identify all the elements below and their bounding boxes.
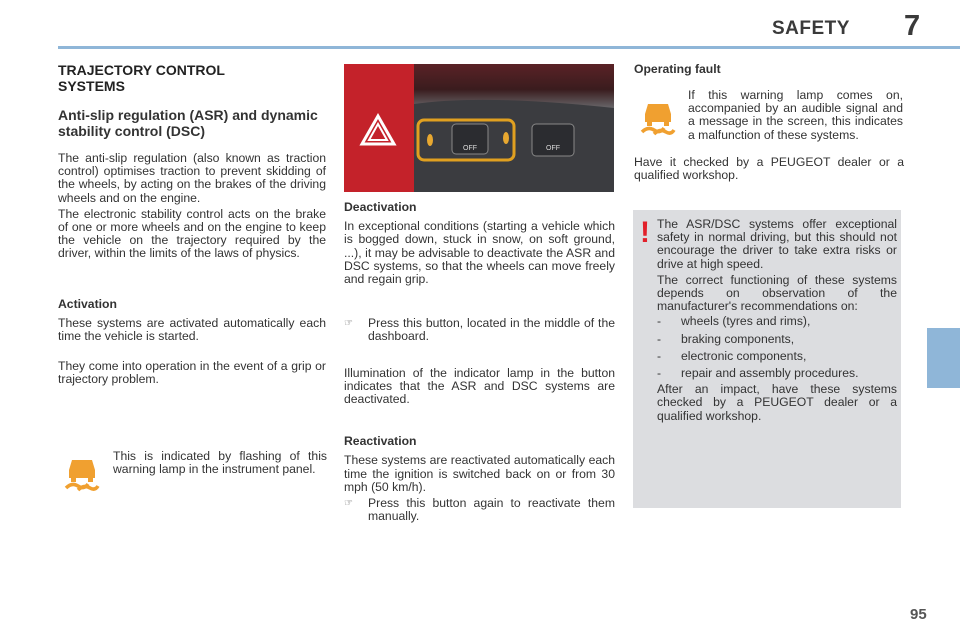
deactivation-heading: Deactivation [344,200,417,214]
skid-warning-icon [638,96,678,136]
dashboard-illustration [344,64,614,192]
fault-heading: Operating fault [634,62,721,76]
section-title: SAFETY [772,18,850,39]
warning-paragraph-3: After an impact, have these systems checked by a PEUGEOT dealer or a qualified workshop. [657,382,897,423]
asr-paragraph: The anti-slip regulation (also known as traction control) optimises traction to prevent skidding of the wheels, by acting on the brakes of the driving wheels and on the engine. [58,151,326,205]
list-dash: - [657,314,662,329]
dsc-paragraph: The electronic stability control acts on the brake of one or more wheels and on the engine to keep the vehicle on the trajectory required by the driver, within the limits of the laws of physics. [58,206,326,261]
fault-advice [634,156,904,182]
chapter-tab[interactable] [927,328,960,388]
activation-paragraph: These systems are activated automatically each time the vehicle is started. [58,315,326,344]
column-1 [58,62,326,387]
list-item-text: electronic components, [681,348,807,363]
pointing-hand-icon: ☞ [344,498,353,510]
chapter-number: 7 [904,10,921,42]
list-item [657,315,897,328]
reactivation-heading: Reactivation [344,434,417,449]
skid-warning-icon [62,452,102,492]
deactivation-instruction [344,317,615,343]
deactivation-bullet-text: Press this button, located in the middle of the dashboard. [368,316,615,344]
activation-heading: Activation [58,296,117,311]
fault-paragraph: If this warning lamp comes on, accompanied by an audible signal and a message in the screen, this indicates a malfunction of these systems. [688,88,903,142]
column-3 [634,63,904,76]
indicator-text: This is indicated by flashing of this warning lamp in the instrument panel. [113,449,327,477]
indicator-note [113,450,327,476]
warning-paragraph-2: The correct functioning of these systems depends on observation of the manufacturer's recommendations on: [657,272,897,314]
pointing-hand-icon: ☞ [344,318,353,330]
off-label-1: OFF [463,145,477,152]
fault-note [688,89,903,142]
list-item-text: repair and assembly procedures. [681,366,859,381]
header-rule [58,46,960,49]
list-item-text: wheels (tyres and rims), [681,314,811,329]
warning-paragraph-1: The ASR/DSC systems offer exceptional safety in normal driving, but this should not encourage the driver to take extra risks or drive at high speed. [657,217,897,271]
operation-paragraph: They come into operation in the event of a grip or trajectory problem. [58,359,326,387]
page-heading: TRAJECTORY CONTROL SYSTEMS [58,62,225,94]
dashboard-button-photo [344,64,614,192]
reactivation-paragraph: These systems are reactivated automatically each time the ignition is switched back on or from 30 mph (50 km/h). [344,453,615,494]
illumination-paragraph: Illumination of the indicator lamp in the button indicates that the ASR and DSC systems are deactivated. [344,365,615,407]
list-item [657,350,897,363]
list-item [657,367,897,380]
subheading: Anti-slip regulation (ASR) and dynamic stability control (DSC) [58,107,318,139]
reactivation-instruction [344,497,615,523]
list-dash: - [657,348,662,363]
list-item [657,333,897,346]
list-dash: - [657,366,662,381]
page-number: 95 [910,606,927,623]
list-item-text: braking components, [681,331,795,346]
list-dash: - [657,331,662,346]
exclamation-icon: ! [640,216,650,249]
off-label-2: OFF [546,145,560,152]
column-2 [344,201,615,523]
reactivation-bullet-text: Press this button again to reactivate them manually. [368,496,615,524]
deactivation-paragraph: In exceptional conditions (starting a vehicle which is bogged down, stuck in snow, on soft ground, ...), it may be advisable to deactivate the ASR and DSC systems, so that the wheels can move freely and regain grip. [344,219,615,287]
fault-check-paragraph: Have it checked by a PEUGEOT dealer or a qualified workshop. [634,155,904,183]
warning-content [657,218,897,423]
